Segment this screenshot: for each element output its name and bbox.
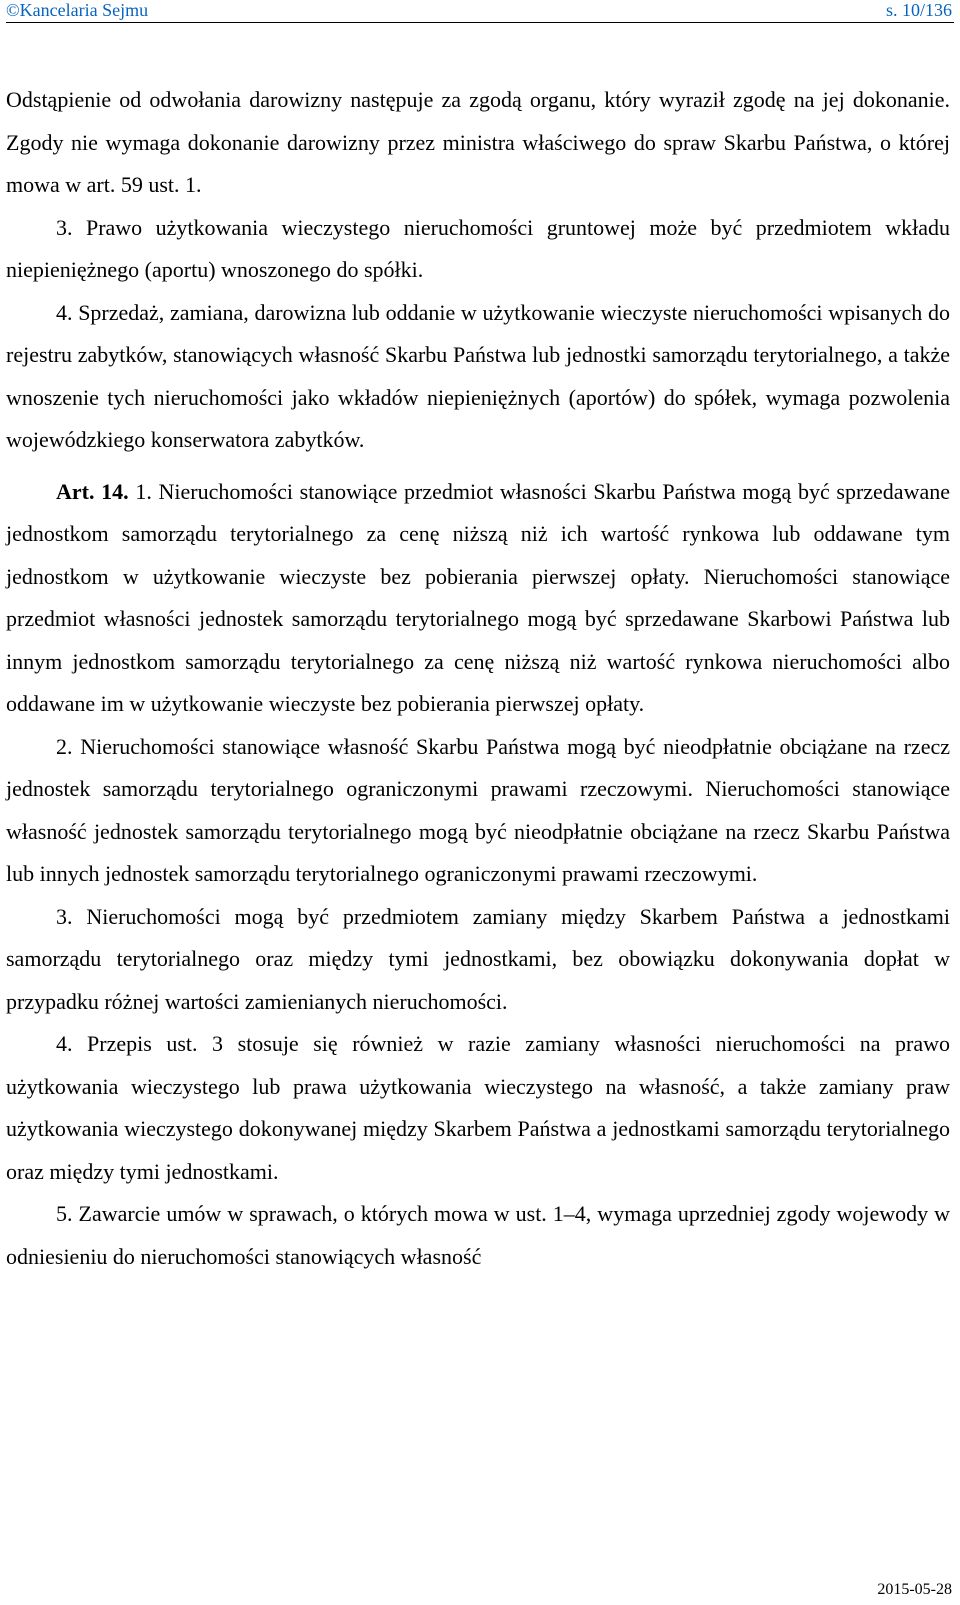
paragraph-ust-4: 4. Sprzedaż, zamiana, darowizna lub oddanie w użytkowanie wieczyste nieruchomości wpisanych do rejestru zabytków, stanowiących własność Skarbu Państwa lub jednostki samorządu terytorialnego, a także wnoszenie tych nieruchomości jako wkładów niepieniężnych (aportów) do spółek, wymaga pozwolenia wojewódzkiego konserwatora zabytków. bbox=[6, 299, 950, 452]
article-number: Art. 14. bbox=[56, 478, 129, 504]
page-number: s. 10/136 bbox=[885, 0, 952, 20]
paragraph-art-14 bbox=[6, 471, 950, 726]
page-header bbox=[6, 0, 954, 23]
paragraph-art-14-ust-4: 4. Przepis ust. 3 stosuje się również w razie zamiany własności nieruchomości na prawo użytkowania wieczystego lub prawa użytkowania wieczystego na własność, a także zamiany praw użytkowania wieczystego dokonywanej między Skarbem Państwa a jednostkami samorządu terytorialnego oraz między tymi jednostkami. bbox=[6, 1031, 950, 1184]
footer-date: 2015-05-28 bbox=[877, 1581, 952, 1598]
article-text: 1. Nieruchomości stanowiące przedmiot własności Skarbu Państwa mogą być sprzedawane jednostkom samorządu terytorialnego za cenę niższą niż ich wartość rynkowa lub oddawane tym jednostkom w użytkowanie wieczyste bez pobierania pierwszej opłaty. Nieruchomości stanowiące przedmiot własności jednostek samorządu terytorialnego mogą być sprzedawane Skarbowi Państwa lub innym jednostkom samorządu terytorialnego za cenę niższą niż wartość rynkowa nieruchomości albo oddawane im w użytkowanie wieczyste bez pobierania pierwszej opłaty. bbox=[6, 478, 950, 716]
document-body bbox=[6, 79, 950, 1278]
paragraph-art-14-ust-5: 5. Zawarcie umów w sprawach, o których mowa w ust. 1–4, wymaga uprzedniej zgody wojewody w odniesieniu do nieruchomości stanowiących własność bbox=[6, 1201, 950, 1269]
paragraph-art-14-ust-3: 3. Nieruchomości mogą być przedmiotem zamiany między Skarbem Państwa a jednostkami samorządu terytorialnego oraz między tymi jednostkami, bez obowiązku dokonywania dopłat w przypadku różnej wartości zamienianych nieruchomości. bbox=[6, 903, 950, 1014]
paragraph-continuation: Odstąpienie od odwołania darowizny następuje za zgodą organu, który wyraził zgodę na jej dokonanie. Zgody nie wymaga dokonanie darowizny przez ministra właściwego do spraw Skarbu Państwa, o której mowa w art. 59 ust. 1. bbox=[6, 87, 950, 197]
paragraph-ust-3: 3. Prawo użytkowania wieczystego nieruchomości gruntowej może być przedmiotem wkładu niepieniężnego (aportu) wnoszonego do spółki. bbox=[6, 214, 950, 282]
copyright-notice: ©Kancelaria Sejmu bbox=[6, 0, 149, 20]
paragraph-art-14-ust-2: 2. Nieruchomości stanowiące własność Skarbu Państwa mogą być nieodpłatnie obciążane na rzecz jednostek samorządu terytorialnego ograniczonymi prawami rzeczowymi. Nieruchomości stanowiące własność jednostek samorządu terytorialnego mogą być nieodpłatnie obciążane na rzecz Skarbu Państwa lub innych jednostek samorządu terytorialnego ograniczonymi prawami rzeczowymi. bbox=[6, 733, 950, 886]
